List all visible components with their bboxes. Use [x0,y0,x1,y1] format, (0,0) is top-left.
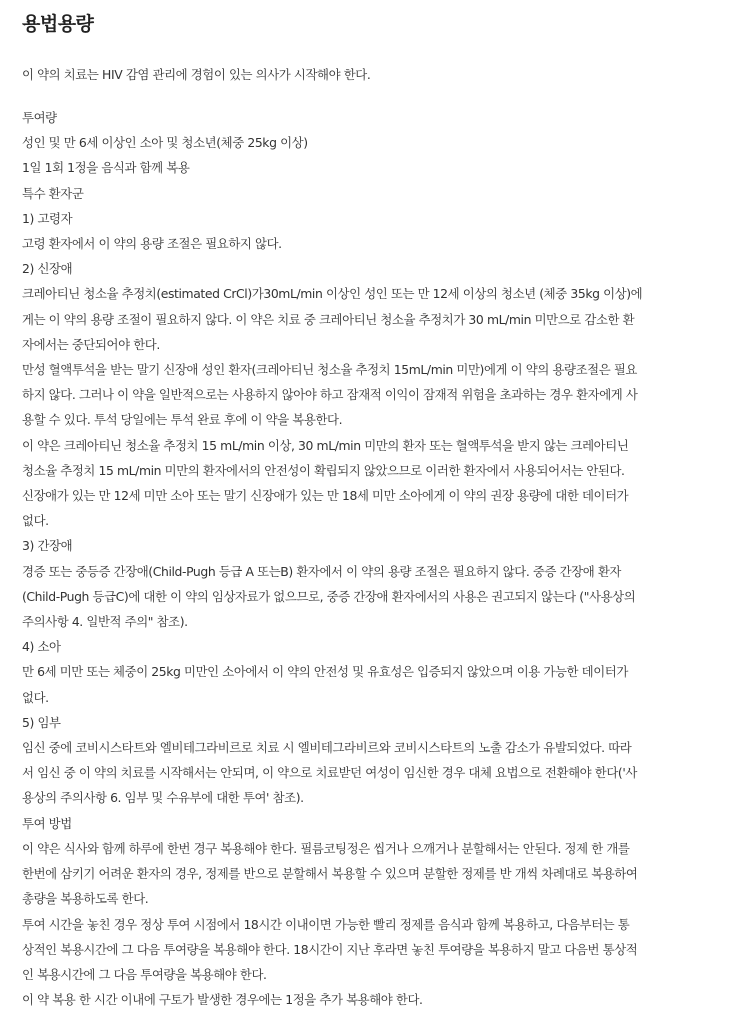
text-line: 신장애가 있는 만 12세 미만 소아 또는 말기 신장애가 있는 만 18세 미만 소아에게 이 약의 권장 용량에 대한 데이터가 [22,488,629,504]
page-title: 용법용량 [22,13,94,35]
text-line: (Child-Pugh 등급C)에 대한 이 약의 임상자료가 없으므로, 중증 간장애 환자에서의 사용은 권고되지 않는다 ("사용상의 [22,588,636,604]
text-line: 5) 임부 [22,714,61,730]
text-line: 투여 시간을 놓친 경우 정상 투여 시점에서 18시간 이내이면 가능한 빨리 정제를 음식과 함께 복용하고, 다음부터는 통 [22,916,630,932]
text-line: 청소율 추정치 15 mL/min 미만의 환자에서의 안전성이 확립되지 않았으므로 이러한 환자에서 사용되어서는 안된다. [22,462,625,478]
text-line: 상적인 복용시간에 그 다음 투여량을 복용해야 한다. 18시간이 지난 후라면 놓친 투여량을 복용하지 말고 다음번 통상적 [22,941,638,957]
text-line: 임신 중에 코비시스타트와 엘비테그라비르로 치료 시 엘비테그라비르와 코비시스타트의 노출 감소가 유발되었다. 따라 [22,740,632,756]
text-line: 게는 이 약의 용량 조절이 필요하지 않다. 이 약은 치료 중 크레아티닌 청소율 추정치가 30 mL/min 미만으로 감소한 환 [22,311,635,327]
text-line: 성인 및 만 6세 이상인 소아 및 청소년(체중 25kg 이상) [22,135,308,151]
text-line: 서 임신 중 이 약의 치료를 시작해서는 안되며, 이 약으로 치료받던 여성이 임신한 경우 대체 요법으로 전환해야 한다('사 [22,765,637,781]
text-line: 3) 간장애 [22,538,73,554]
text-line: 투여량 [22,110,57,125]
text-line: 주의사항 4. 일반적 주의" 참조). [22,614,188,630]
text-line: 크레아티닌 청소율 추정치(estimated CrCl)가30mL/min 이상인 성인 또는 만 12세 이상의 청소년 (체중 35kg 이상)에 [22,286,643,302]
text-line: 용할 수 있다. 투석 당일에는 투석 완료 후에 이 약을 복용한다. [22,412,343,428]
text-line: 1일 1회 1정을 음식과 함께 복용 [22,160,190,176]
text-line: 2) 신장애 [22,261,73,277]
text-line: 특수 환자군 [22,185,84,201]
text-line: 1) 고령자 [22,210,73,226]
text-line: 만성 혈액투석을 받는 말기 신장애 성인 환자(크레아티닌 청소율 추정치 15mL/min 미만)에게 이 약의 용량조절은 필요 [22,362,637,378]
text-line: 인 복용시간에 그 다음 투여량을 복용해야 한다. [22,966,267,982]
text-line: 이 약은 크레아티닌 청소율 추정치 15 mL/min 이상, 30 mL/min 미만의 환자 또는 혈액투석을 받지 않는 크레아티닌 [22,437,629,453]
dosage-content [22,105,725,1012]
text-line: 이 약은 식사와 함께 하루에 한번 경구 복용해야 한다. 필름코팅정은 씹거나 으깨거나 분할해서는 안된다. 정제 한 개를 [22,840,630,856]
text-line: 이 약 복용 한 시간 이내에 구토가 발생한 경우에는 1정을 추가 복용해야 한다. [22,992,423,1008]
text-line: 고령 환자에서 이 약의 용량 조절은 필요하지 않다. [22,236,282,252]
text-line: 경증 또는 중등증 간장애(Child-Pugh 등급 A 또는B) 환자에서 이 약의 용량 조절은 필요하지 않다. 중증 간장애 환자 [22,563,621,579]
text-line: 만 6세 미만 또는 체중이 25kg 미만인 소아에서 이 약의 안전성 및 유효성은 입증되지 않았으며 이용 가능한 데이터가 [22,664,628,680]
text-line: 용상의 주의사항 6. 임부 및 수유부에 대한 투여' 참조). [22,790,304,806]
text-line: 한번에 삼키기 어려운 환자의 경우, 정제를 반으로 분할해서 복용할 수 있으며 분할한 정제를 반 개씩 차례대로 복용하여 [22,866,638,882]
text-line: 하지 않다. 그러나 이 약을 일반적으로는 사용하지 않아야 하고 잠재적 이익이 잠재적 위험을 초과하는 경우 환자에게 사 [22,387,638,403]
text-line: 자에서는 중단되어야 한다. [22,336,160,352]
text-line: 4) 소아 [22,639,61,655]
text-line: 없다. [22,513,49,529]
intro-paragraph: 이 약의 치료는 HIV 감염 관리에 경험이 있는 의사가 시작해야 한다. [22,67,371,82]
text-line: 투여 방법 [22,815,72,831]
text-line: 없다. [22,689,49,705]
text-line: 총량을 복용하도록 한다. [22,891,149,907]
